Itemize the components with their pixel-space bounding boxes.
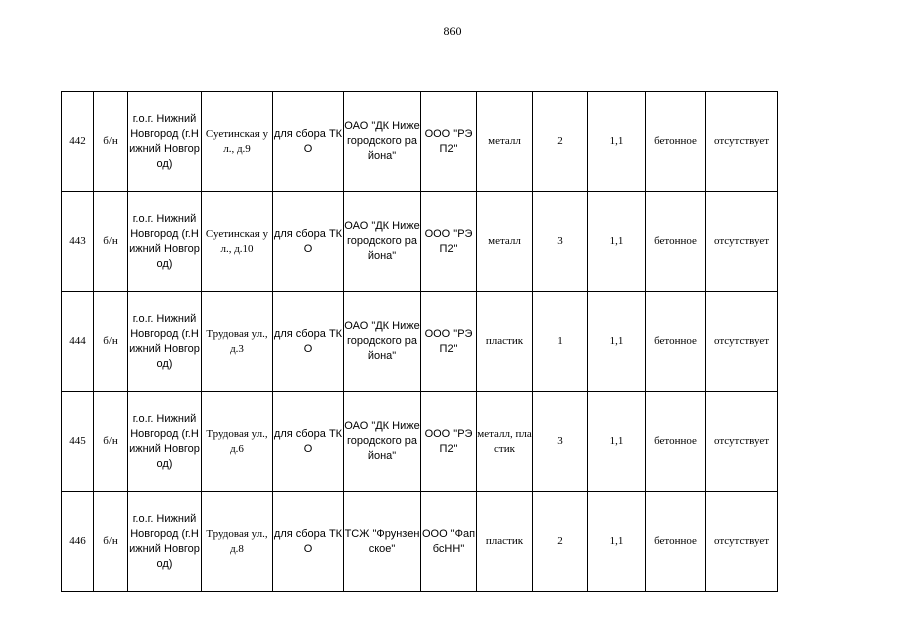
cell-material: металл, пластик (477, 392, 533, 492)
cell-count: 2 (533, 492, 588, 592)
cell-operator: ООО "РЭП2" (421, 92, 477, 192)
page-number: 860 (443, 24, 462, 38)
cell-fence: отсутствует (706, 192, 778, 292)
cell-operator: ООО "РЭП2" (421, 392, 477, 492)
cell-number: 445 (62, 392, 94, 492)
cell-volume: 1,1 (588, 92, 646, 192)
cell-operator: ООО "РЭП2" (421, 192, 477, 292)
registry-table (61, 91, 778, 592)
cell-mark: б/н (94, 392, 128, 492)
cell-surface: бетонное (646, 92, 706, 192)
table-row (62, 92, 778, 192)
cell-address: Суетинская ул., д.9 (202, 92, 273, 192)
cell-surface: бетонное (646, 292, 706, 392)
cell-volume: 1,1 (588, 392, 646, 492)
cell-settlement: г.о.г. Нижний Новгород (г.Нижний Новгород) (128, 392, 202, 492)
cell-count: 1 (533, 292, 588, 392)
cell-surface: бетонное (646, 392, 706, 492)
cell-owner: ОАО "ДК Нижегородского района" (344, 192, 421, 292)
cell-fence: отсутствует (706, 92, 778, 192)
cell-material: пластик (477, 292, 533, 392)
cell-address: Суетинская ул., д.10 (202, 192, 273, 292)
cell-mark: б/н (94, 192, 128, 292)
cell-material: пластик (477, 492, 533, 592)
cell-address: Трудовая ул., д.8 (202, 492, 273, 592)
cell-number: 443 (62, 192, 94, 292)
cell-surface: бетонное (646, 192, 706, 292)
cell-settlement: г.о.г. Нижний Новгород (г.Нижний Новгород) (128, 292, 202, 392)
cell-purpose: для сбора ТКО (273, 492, 344, 592)
table-row (62, 292, 778, 392)
cell-number: 442 (62, 92, 94, 192)
cell-count: 2 (533, 92, 588, 192)
cell-count: 3 (533, 392, 588, 492)
cell-material: металл (477, 92, 533, 192)
cell-owner: ТСЖ "Фрунзенское" (344, 492, 421, 592)
table-row (62, 492, 778, 592)
cell-purpose: для сбора ТКО (273, 392, 344, 492)
cell-fence: отсутствует (706, 492, 778, 592)
cell-volume: 1,1 (588, 492, 646, 592)
cell-mark: б/н (94, 92, 128, 192)
cell-mark: б/н (94, 292, 128, 392)
cell-address: Трудовая ул., д.3 (202, 292, 273, 392)
cell-fence: отсутствует (706, 292, 778, 392)
cell-number: 446 (62, 492, 94, 592)
cell-operator: ООО "ФапбсНН" (421, 492, 477, 592)
cell-material: металл (477, 192, 533, 292)
cell-settlement: г.о.г. Нижний Новгород (г.Нижний Новгород) (128, 92, 202, 192)
cell-settlement: г.о.г. Нижний Новгород (г.Нижний Новгород) (128, 192, 202, 292)
cell-owner: ОАО "ДК Нижегородского района" (344, 92, 421, 192)
cell-fence: отсутствует (706, 392, 778, 492)
cell-owner: ОАО "ДК Нижегородского района" (344, 392, 421, 492)
cell-volume: 1,1 (588, 292, 646, 392)
cell-purpose: для сбора ТКО (273, 292, 344, 392)
cell-number: 444 (62, 292, 94, 392)
cell-purpose: для сбора ТКО (273, 92, 344, 192)
cell-operator: ООО "РЭП2" (421, 292, 477, 392)
cell-purpose: для сбора ТКО (273, 192, 344, 292)
table-row (62, 192, 778, 292)
cell-mark: б/н (94, 492, 128, 592)
table-row (62, 392, 778, 492)
cell-address: Трудовая ул., д.6 (202, 392, 273, 492)
cell-surface: бетонное (646, 492, 706, 592)
cell-settlement: г.о.г. Нижний Новгород (г.Нижний Новгород) (128, 492, 202, 592)
cell-count: 3 (533, 192, 588, 292)
cell-owner: ОАО "ДК Нижегородского района" (344, 292, 421, 392)
cell-volume: 1,1 (588, 192, 646, 292)
